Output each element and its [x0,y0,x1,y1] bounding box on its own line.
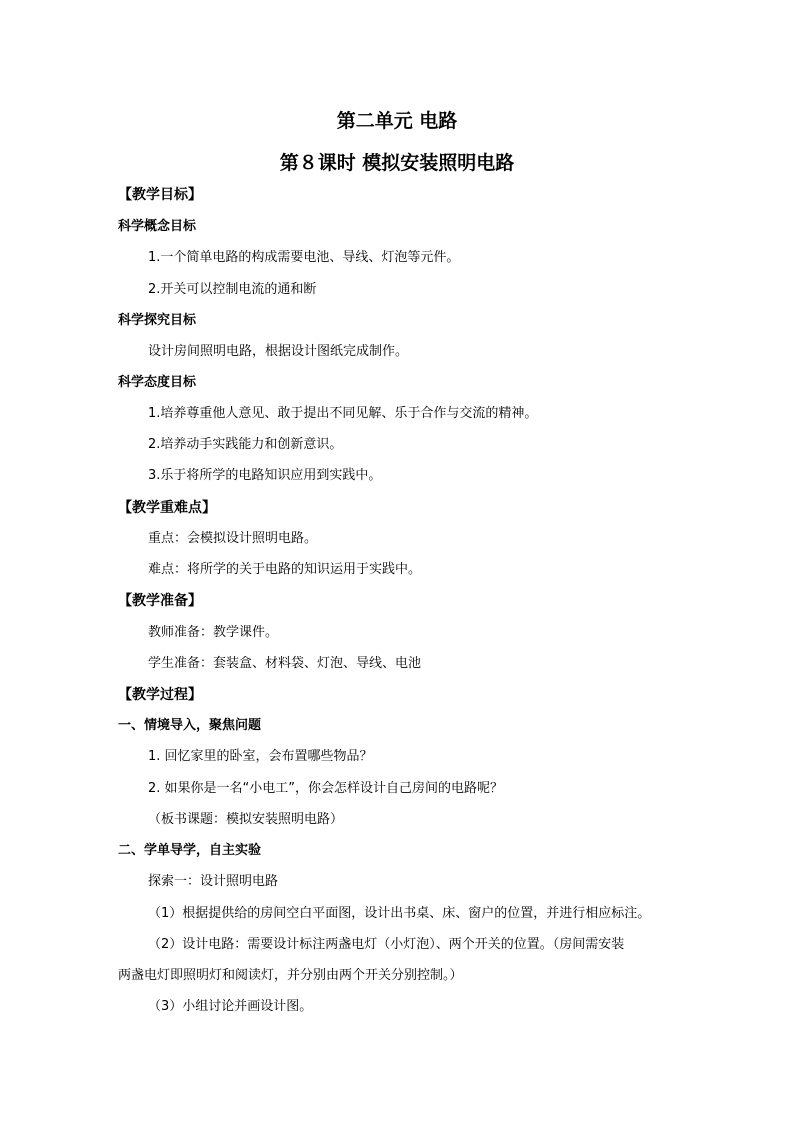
process-part2-item: （3）小组讨论并画设计图。 [148,999,313,1014]
objectives-heading: 【教学目标】 [118,187,202,203]
attitude-goal-item: 3.乐于将所学的电路知识应用到实践中。 [148,468,382,483]
unit-title: 第二单元 电路 [336,110,458,132]
concept-goal-item: 2.开关可以控制电流的通和断 [148,282,317,297]
process-part2-item: （2）设计电路：需要设计标注两盏电灯（小灯泡）、两个开关的位置。（房间需安装 [148,937,625,952]
process-part2-item: 两盏电灯即照明灯和阅读灯，并分别由两个开关分别控制。） [118,968,463,983]
preparation-item: 学生准备：套装盒、材料袋、灯泡、导线、电池 [148,656,422,671]
attitude-goal-item: 2.培养动手实践能力和创新意识。 [148,437,343,452]
preparation-heading: 【教学准备】 [118,593,202,609]
key-points-heading: 【教学重难点】 [118,500,216,516]
attitude-goal-item: 1.培养尊重他人意见、敢于提出不同见解、乐于合作与交流的精神。 [148,406,538,421]
concept-goal-heading: 科学概念目标 [118,219,197,234]
concept-goal-item: 1.一个简单电路的构成需要电池、导线、灯泡等元件。 [148,250,460,265]
process-part1-item: 2. 如果你是一名“小电工”，你会怎样设计自己房间的电路呢？ [148,781,504,796]
process-heading: 【教学过程】 [118,687,202,703]
inquiry-goal-item: 设计房间照明电路，根据设计图纸完成制作。 [148,344,409,359]
process-part1-item: （板书课题：模拟安装照明电路） [148,812,344,827]
process-part1-item: 1. 回忆家里的卧室，会布置哪些物品？ [148,749,373,764]
process-part2-item: （1）根据提供给的房间空白平面图，设计出书桌、床、窗户的位置，并进行相应标注。 [148,906,651,921]
process-part2-heading: 二、学单导学，自主实验 [118,843,262,858]
preparation-item: 教师准备：教学课件。 [148,625,279,640]
process-part1-heading: 一、情境导入，聚焦问题 [118,718,262,733]
inquiry-goal-heading: 科学探究目标 [118,313,197,328]
lesson-title: 第８课时 模拟安装照明电路 [279,152,515,174]
process-part2-item: 探索一：设计照明电路 [148,874,279,889]
attitude-goal-heading: 科学态度目标 [118,375,197,390]
key-point-item: 难点：将所学的关于电路的知识运用于实践中。 [148,562,422,577]
key-point-item: 重点：会模拟设计照明电路。 [148,531,318,546]
